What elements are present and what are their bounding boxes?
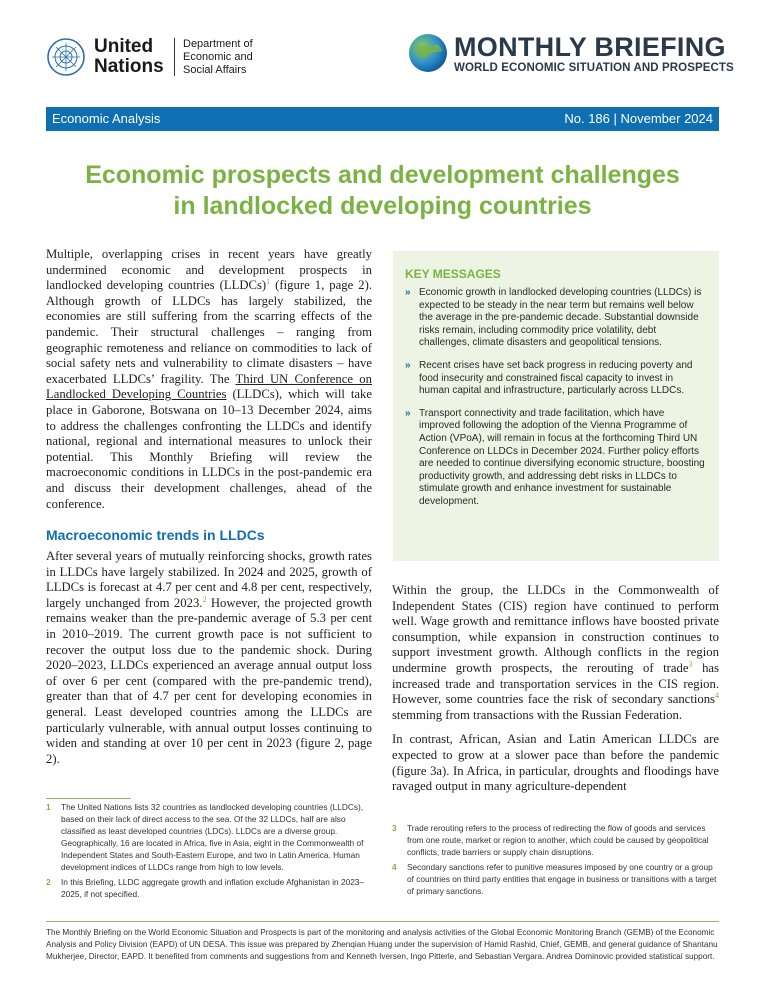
footnote: 4 Secondary sanctions refer to punitive measures imposed by one country or a group of countries on third party entities that engage in business or transitions with a target of primary sanctions. bbox=[392, 862, 717, 896]
briefing-title: MONTHLY BRIEFING bbox=[454, 32, 726, 62]
section-bar bbox=[46, 107, 719, 131]
list-item: » Recent crises have set back progress in reducing poverty and food insecurity and constrained fiscal capacity to invest in human capital and infrastructure, particularly across LLDCs. bbox=[405, 359, 693, 397]
footnotes-right bbox=[392, 822, 719, 900]
section-text bbox=[46, 549, 372, 767]
intro-paragraph: Multiple, overlapping crises in recent years have greatly undermined economic and development prospects in landlocked developing countries (LLDCs)$^1$ (figure 1, page 2). Although growth of LLDCs has largely stabilized, the economies are still suffering from the scarring effects of the pandemic. Their structural challenges – ranging from geographic remoteness and reliance on commodities to lack of social safety nets and vulnerability to climate disasters – have exacerbated LLDCs’ fragility. The Third UN Conference on Landlocked Developing Countries (LLDCs), which will take place in Gaborone, Botswana on 10–13 December 2024, aims to address the challenges confronting the LLDCs and identify national, regional and international measures to unlock their potential. This Monthly Briefing will review the macroeconomic conditions in LLDCs in the post-pandemic era and discuss their development challenges, ahead of the conference. bbox=[46, 247, 373, 511]
issue-label: No. 186 | November 2024 bbox=[564, 111, 713, 126]
list-item: » Economic growth in landlocked developing countries (LLDCs) is expected to be steady in the near term but remains well below the average in the pre-pandemic decade. Substantial downside risks remain, including commodity price volatility, debt challenges, climate disasters and geopolitical tensions. bbox=[405, 287, 702, 349]
un-emblem-icon bbox=[46, 37, 86, 77]
publication-note: The Monthly Briefing on the World Economic Situation and Prospects is part of the monitoring and analysis activities of the Global Economic Monitoring Branch (GEMB) of the Economic Analysis and Policy Division (EAPD) of UN DESA. This issue was prepared by Zhenqian Huang under the supervision of Hamid Rashid, Chief, GEMB, and general guidance of Shantanu Mukherjee, Director, EAPD. It benefited from comments and suggestions from and Kenneth Iversen, Ingo Pitterle, and Sebastian Vergara. Andrea Dominovic provided statistical support. bbox=[46, 928, 718, 961]
key-messages-list bbox=[405, 287, 705, 519]
regions-paragraph: In contrast, African, Asian and Latin American LLDCs are expected to grow at a slower pace than before the pandemic (figure 3a). In Africa, in particular, droughts and floodings have ravaged output in many agriculture-dependent bbox=[392, 732, 719, 794]
cis-paragraph: Within the group, the LLDCs in the Commonwealth of Independent States (CIS) region have continued to perform well. Wage growth and remittance inflows have boosted private consumption, while expansion in construction continues to support investment growth. Although conflicts in the region undermine growth prospects, the rerouting of trade$^3$ has increased trade and transportation services in the CIS region. However, some countries face the risk of secondary sanctions$^4$ stemming from transactions with the Russian Federation. bbox=[392, 583, 719, 722]
section-paragraph: After several years of mutually reinforcing shocks, growth rates in LLDCs have largely stabilized. In 2024 and 2025, growth of LLDCs is forecast at 4.7 per cent and 4.8 per cent, respectively, largely unchanged from 2023.$^2$ However, the projected growth remains weaker than the pre-pandemic average of 5.3 per cent in 2010–2019. The current growth pace is not sufficient to recover the output loss due to the pandemic shock. During 2020–2023, LLDCs experienced an average annual output loss of over 6 per cent (compared with the pre-pandemic trend), greater than that of 4.7 per cent for developing economies in general. Least developed countries among the LLDCs are particularly vulnerable, with annual output losses continuing to widen and standing at over 10 per cent in 2023 (figure 2, page 2). bbox=[46, 549, 372, 766]
bullet-icon: » bbox=[405, 407, 411, 419]
bullet-icon: » bbox=[405, 359, 411, 371]
section-label: Economic Analysis bbox=[52, 111, 161, 126]
briefing-subtitle: WORLD ECONOMIC SITUATION AND PROSPECTS bbox=[454, 62, 734, 74]
right-column-text bbox=[392, 583, 719, 795]
globe-icon bbox=[408, 33, 448, 73]
footnote-ref: 1 bbox=[266, 276, 271, 286]
footnote-ref: 3 bbox=[688, 659, 693, 669]
footnotes-left bbox=[46, 798, 372, 903]
header-divider bbox=[174, 38, 175, 76]
bullet-icon: » bbox=[405, 287, 411, 298]
conference-link[interactable]: Third UN Conference on Landlocked Developing Countries bbox=[46, 371, 372, 402]
section-heading: Macroeconomic trends in LLDCs bbox=[46, 527, 265, 543]
footnote-ref: 2 bbox=[202, 594, 207, 604]
footnote: 3 Trade rerouting refers to the process of redirecting the flow of goods and services from one route, market or region to another, which could be caused by geopolitical conflicts, trade barriers or supply chain disruptions. bbox=[392, 823, 709, 857]
list-item: » Transport connectivity and trade facilitation, which have improved following the adoption of the Vienna Programme of Action (VPoA), will remain in focus at the forthcoming Third UN Conference on LLDCs in December 2024. Further policy efforts are needed to continue diversifying economic structure, boosting productivity growth, and addressing debt risks in LLDCs to stimulate growth and enhance investment for sustainable development. bbox=[405, 407, 705, 507]
footnote-ref: 4 bbox=[715, 690, 719, 700]
footnote: 1 The United Nations lists 32 countries as landlocked developing countries (LLDCs), based on their lack of direct access to the sea. Of the 32 LLDCs, half are also classified as least developed countries (LDCs). LLDCs are a diverse group. Geographically, 16 are located in Africa, five in Asia, eight in the Commonwealth of Independent States and South-Eastern Europe, and two in Latin America. Human development indices of LLDCs range from high to low levels. bbox=[46, 802, 364, 872]
department-name: Department of Economic and Social Affairs bbox=[183, 38, 253, 76]
page-title: Economic prospects and development challenges in landlocked developing countries bbox=[85, 161, 680, 220]
un-wordmark: United Nations bbox=[94, 36, 164, 77]
footnote: 2 In this Briefing, LLDC aggregate growth and inflation exclude Afghanistan in 2023–2025, if not specified. bbox=[46, 877, 365, 899]
key-messages-title: KEY MESSAGES bbox=[405, 267, 501, 281]
bottom-divider bbox=[46, 921, 719, 922]
key-messages-box bbox=[393, 251, 719, 561]
intro-text bbox=[46, 247, 372, 512]
